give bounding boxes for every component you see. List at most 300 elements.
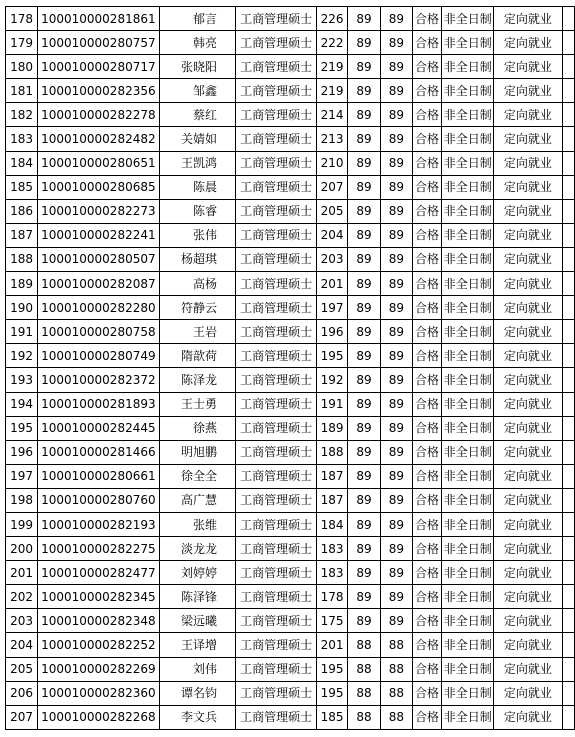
score-line-2-cell: 89 <box>381 79 412 103</box>
candidate-name-cell: 陈泽龙 <box>159 368 235 392</box>
candidate-name-cell: 梁远曦 <box>159 609 235 633</box>
score-line-2-cell: 89 <box>381 488 412 512</box>
candidate-id-cell: 100010000282348 <box>38 609 160 633</box>
result-cell: 合格 <box>412 223 442 247</box>
candidate-id-cell: 100010000280717 <box>38 55 160 79</box>
candidate-name-cell: 张晓阳 <box>159 55 235 79</box>
empty-cell <box>562 416 574 440</box>
candidate-name-cell: 徐全全 <box>159 464 235 488</box>
result-cell: 合格 <box>412 55 442 79</box>
total-score-cell: 189 <box>317 416 348 440</box>
employment-type-cell: 定向就业 <box>494 537 562 561</box>
score-line-2-cell: 89 <box>381 31 412 55</box>
result-cell: 合格 <box>412 440 442 464</box>
study-mode-cell: 非全日制 <box>442 55 494 79</box>
total-score-cell: 201 <box>317 633 348 657</box>
employment-type-cell: 定向就业 <box>494 705 562 729</box>
serial-number-cell: 193 <box>6 368 38 392</box>
candidate-name-cell: 李文兵 <box>159 705 235 729</box>
candidate-name-cell: 张维 <box>159 512 235 536</box>
study-mode-cell: 非全日制 <box>442 561 494 585</box>
result-cell: 合格 <box>412 368 442 392</box>
result-cell: 合格 <box>412 705 442 729</box>
employment-type-cell: 定向就业 <box>494 512 562 536</box>
candidate-id-cell: 100010000282477 <box>38 561 160 585</box>
empty-cell <box>562 79 574 103</box>
employment-type-cell: 定向就业 <box>494 272 562 296</box>
score-line-1-cell: 89 <box>347 488 380 512</box>
serial-number-cell: 189 <box>6 272 38 296</box>
candidate-name-cell: 徐燕 <box>159 416 235 440</box>
result-cell: 合格 <box>412 103 442 127</box>
score-line-2-cell: 89 <box>381 199 412 223</box>
empty-cell <box>562 199 574 223</box>
table-row <box>6 561 575 585</box>
study-mode-cell: 非全日制 <box>442 344 494 368</box>
total-score-cell: 210 <box>317 151 348 175</box>
table-row <box>6 247 575 271</box>
candidate-id-cell: 100010000282087 <box>38 272 160 296</box>
empty-cell <box>562 368 574 392</box>
empty-cell <box>562 657 574 681</box>
major-cell: 工商管理硕士 <box>236 79 317 103</box>
study-mode-cell: 非全日制 <box>442 633 494 657</box>
empty-cell <box>562 31 574 55</box>
study-mode-cell: 非全日制 <box>442 247 494 271</box>
score-line-1-cell: 89 <box>347 512 380 536</box>
score-line-1-cell: 88 <box>347 681 380 705</box>
score-line-2-cell: 89 <box>381 127 412 151</box>
empty-cell <box>562 537 574 561</box>
score-line-1-cell: 89 <box>347 440 380 464</box>
study-mode-cell: 非全日制 <box>442 175 494 199</box>
table-row <box>6 103 575 127</box>
score-line-2-cell: 88 <box>381 705 412 729</box>
major-cell: 工商管理硕士 <box>236 561 317 585</box>
employment-type-cell: 定向就业 <box>494 488 562 512</box>
empty-cell <box>562 7 574 31</box>
total-score-cell: 183 <box>317 537 348 561</box>
score-line-1-cell: 89 <box>347 561 380 585</box>
employment-type-cell: 定向就业 <box>494 223 562 247</box>
score-line-2-cell: 89 <box>381 55 412 79</box>
study-mode-cell: 非全日制 <box>442 31 494 55</box>
score-line-1-cell: 89 <box>347 609 380 633</box>
study-mode-cell: 非全日制 <box>442 368 494 392</box>
employment-type-cell: 定向就业 <box>494 79 562 103</box>
score-line-2-cell: 89 <box>381 151 412 175</box>
study-mode-cell: 非全日制 <box>442 296 494 320</box>
table-row <box>6 609 575 633</box>
table-row <box>6 199 575 223</box>
empty-cell <box>562 488 574 512</box>
candidate-id-cell: 100010000281893 <box>38 392 160 416</box>
table-row <box>6 320 575 344</box>
employment-type-cell: 定向就业 <box>494 151 562 175</box>
table-row <box>6 416 575 440</box>
total-score-cell: 219 <box>317 79 348 103</box>
serial-number-cell: 178 <box>6 7 38 31</box>
employment-type-cell: 定向就业 <box>494 561 562 585</box>
major-cell: 工商管理硕士 <box>236 392 317 416</box>
candidate-name-cell: 韩亮 <box>159 31 235 55</box>
empty-cell <box>562 55 574 79</box>
score-line-1-cell: 89 <box>347 272 380 296</box>
result-cell: 合格 <box>412 320 442 344</box>
serial-number-cell: 180 <box>6 55 38 79</box>
candidate-id-cell: 100010000280661 <box>38 464 160 488</box>
study-mode-cell: 非全日制 <box>442 199 494 223</box>
result-cell: 合格 <box>412 79 442 103</box>
result-cell: 合格 <box>412 296 442 320</box>
score-line-1-cell: 89 <box>347 127 380 151</box>
score-line-1-cell: 89 <box>347 392 380 416</box>
result-cell: 合格 <box>412 272 442 296</box>
study-mode-cell: 非全日制 <box>442 657 494 681</box>
major-cell: 工商管理硕士 <box>236 440 317 464</box>
employment-type-cell: 定向就业 <box>494 7 562 31</box>
total-score-cell: 207 <box>317 175 348 199</box>
study-mode-cell: 非全日制 <box>442 272 494 296</box>
candidate-name-cell: 淡龙龙 <box>159 537 235 561</box>
study-mode-cell: 非全日制 <box>442 7 494 31</box>
candidate-name-cell: 陈睿 <box>159 199 235 223</box>
result-cell: 合格 <box>412 488 442 512</box>
total-score-cell: 195 <box>317 657 348 681</box>
study-mode-cell: 非全日制 <box>442 440 494 464</box>
score-line-2-cell: 89 <box>381 416 412 440</box>
major-cell: 工商管理硕士 <box>236 488 317 512</box>
result-cell: 合格 <box>412 609 442 633</box>
candidate-id-cell: 100010000280757 <box>38 31 160 55</box>
candidate-name-cell: 符静云 <box>159 296 235 320</box>
candidate-id-cell: 100010000282269 <box>38 657 160 681</box>
result-cell: 合格 <box>412 151 442 175</box>
candidate-id-cell: 100010000280760 <box>38 488 160 512</box>
employment-type-cell: 定向就业 <box>494 368 562 392</box>
score-line-1-cell: 89 <box>347 368 380 392</box>
score-line-1-cell: 89 <box>347 320 380 344</box>
candidate-id-cell: 100010000280749 <box>38 344 160 368</box>
candidate-id-cell: 100010000280507 <box>38 247 160 271</box>
table-row <box>6 55 575 79</box>
score-line-1-cell: 88 <box>347 705 380 729</box>
study-mode-cell: 非全日制 <box>442 512 494 536</box>
total-score-cell: 222 <box>317 31 348 55</box>
study-mode-cell: 非全日制 <box>442 585 494 609</box>
empty-cell <box>562 151 574 175</box>
score-line-1-cell: 89 <box>347 103 380 127</box>
study-mode-cell: 非全日制 <box>442 151 494 175</box>
table-row <box>6 344 575 368</box>
major-cell: 工商管理硕士 <box>236 512 317 536</box>
employment-type-cell: 定向就业 <box>494 296 562 320</box>
candidate-id-cell: 100010000282372 <box>38 368 160 392</box>
result-cell: 合格 <box>412 512 442 536</box>
serial-number-cell: 182 <box>6 103 38 127</box>
table-row <box>6 512 575 536</box>
score-line-2-cell: 89 <box>381 537 412 561</box>
employment-type-cell: 定向就业 <box>494 657 562 681</box>
major-cell: 工商管理硕士 <box>236 151 317 175</box>
candidate-id-cell: 100010000282360 <box>38 681 160 705</box>
empty-cell <box>562 103 574 127</box>
score-line-2-cell: 89 <box>381 320 412 344</box>
candidate-id-cell: 100010000282280 <box>38 296 160 320</box>
table-row <box>6 151 575 175</box>
study-mode-cell: 非全日制 <box>442 320 494 344</box>
candidate-id-cell: 100010000280758 <box>38 320 160 344</box>
table-body <box>6 7 575 730</box>
study-mode-cell: 非全日制 <box>442 705 494 729</box>
result-cell: 合格 <box>412 392 442 416</box>
table-row <box>6 585 575 609</box>
serial-number-cell: 198 <box>6 488 38 512</box>
major-cell: 工商管理硕士 <box>236 247 317 271</box>
study-mode-cell: 非全日制 <box>442 464 494 488</box>
employment-type-cell: 定向就业 <box>494 633 562 657</box>
total-score-cell: 219 <box>317 55 348 79</box>
empty-cell <box>562 681 574 705</box>
result-cell: 合格 <box>412 7 442 31</box>
major-cell: 工商管理硕士 <box>236 320 317 344</box>
candidate-name-cell: 杨超琪 <box>159 247 235 271</box>
table-row <box>6 296 575 320</box>
candidate-id-cell: 100010000282278 <box>38 103 160 127</box>
result-cell: 合格 <box>412 127 442 151</box>
major-cell: 工商管理硕士 <box>236 464 317 488</box>
major-cell: 工商管理硕士 <box>236 416 317 440</box>
score-line-1-cell: 89 <box>347 31 380 55</box>
candidate-name-cell: 王岩 <box>159 320 235 344</box>
major-cell: 工商管理硕士 <box>236 585 317 609</box>
serial-number-cell: 200 <box>6 537 38 561</box>
total-score-cell: 196 <box>317 320 348 344</box>
major-cell: 工商管理硕士 <box>236 127 317 151</box>
study-mode-cell: 非全日制 <box>442 127 494 151</box>
candidate-id-cell: 100010000280685 <box>38 175 160 199</box>
major-cell: 工商管理硕士 <box>236 633 317 657</box>
candidate-name-cell: 陈晨 <box>159 175 235 199</box>
major-cell: 工商管理硕士 <box>236 368 317 392</box>
candidate-id-cell: 100010000282345 <box>38 585 160 609</box>
empty-cell <box>562 585 574 609</box>
candidate-name-cell: 高杨 <box>159 272 235 296</box>
employment-type-cell: 定向就业 <box>494 585 562 609</box>
employment-type-cell: 定向就业 <box>494 440 562 464</box>
candidate-name-cell: 高广慧 <box>159 488 235 512</box>
score-line-2-cell: 89 <box>381 585 412 609</box>
serial-number-cell: 197 <box>6 464 38 488</box>
total-score-cell: 213 <box>317 127 348 151</box>
table-row <box>6 223 575 247</box>
candidate-id-cell: 100010000282445 <box>38 416 160 440</box>
candidate-name-cell: 王译增 <box>159 633 235 657</box>
study-mode-cell: 非全日制 <box>442 392 494 416</box>
total-score-cell: 187 <box>317 488 348 512</box>
total-score-cell: 192 <box>317 368 348 392</box>
table-row <box>6 681 575 705</box>
serial-number-cell: 179 <box>6 31 38 55</box>
empty-cell <box>562 175 574 199</box>
candidate-name-cell: 隋歆荷 <box>159 344 235 368</box>
table-row <box>6 537 575 561</box>
study-mode-cell: 非全日制 <box>442 537 494 561</box>
major-cell: 工商管理硕士 <box>236 537 317 561</box>
serial-number-cell: 204 <box>6 633 38 657</box>
total-score-cell: 226 <box>317 7 348 31</box>
candidate-name-cell: 明旭鹏 <box>159 440 235 464</box>
candidate-name-cell: 张伟 <box>159 223 235 247</box>
score-line-1-cell: 89 <box>347 537 380 561</box>
table-row <box>6 368 575 392</box>
candidate-id-cell: 100010000282275 <box>38 537 160 561</box>
serial-number-cell: 184 <box>6 151 38 175</box>
total-score-cell: 195 <box>317 681 348 705</box>
result-cell: 合格 <box>412 657 442 681</box>
employment-type-cell: 定向就业 <box>494 416 562 440</box>
table-row <box>6 175 575 199</box>
table-row <box>6 79 575 103</box>
candidate-name-cell: 陈泽锋 <box>159 585 235 609</box>
table-row <box>6 272 575 296</box>
total-score-cell: 178 <box>317 585 348 609</box>
serial-number-cell: 199 <box>6 512 38 536</box>
study-mode-cell: 非全日制 <box>442 103 494 127</box>
major-cell: 工商管理硕士 <box>236 272 317 296</box>
total-score-cell: 197 <box>317 296 348 320</box>
candidate-name-cell: 王士勇 <box>159 392 235 416</box>
candidate-id-cell: 100010000282356 <box>38 79 160 103</box>
major-cell: 工商管理硕士 <box>236 199 317 223</box>
serial-number-cell: 191 <box>6 320 38 344</box>
empty-cell <box>562 561 574 585</box>
table-row <box>6 633 575 657</box>
total-score-cell: 184 <box>317 512 348 536</box>
serial-number-cell: 190 <box>6 296 38 320</box>
total-score-cell: 175 <box>317 609 348 633</box>
major-cell: 工商管理硕士 <box>236 7 317 31</box>
employment-type-cell: 定向就业 <box>494 55 562 79</box>
candidate-id-cell: 100010000282252 <box>38 633 160 657</box>
candidate-name-cell: 刘婷婷 <box>159 561 235 585</box>
candidate-name-cell: 谭名钧 <box>159 681 235 705</box>
empty-cell <box>562 464 574 488</box>
serial-number-cell: 207 <box>6 705 38 729</box>
candidate-id-cell: 100010000282241 <box>38 223 160 247</box>
empty-cell <box>562 223 574 247</box>
serial-number-cell: 183 <box>6 127 38 151</box>
candidate-id-cell: 100010000282482 <box>38 127 160 151</box>
major-cell: 工商管理硕士 <box>236 705 317 729</box>
score-line-2-cell: 89 <box>381 175 412 199</box>
score-line-2-cell: 89 <box>381 464 412 488</box>
result-cell: 合格 <box>412 633 442 657</box>
candidate-id-cell: 100010000280651 <box>38 151 160 175</box>
result-cell: 合格 <box>412 199 442 223</box>
table-row <box>6 657 575 681</box>
score-line-2-cell: 89 <box>381 440 412 464</box>
table-row <box>6 705 575 729</box>
study-mode-cell: 非全日制 <box>442 79 494 103</box>
total-score-cell: 204 <box>317 223 348 247</box>
score-line-2-cell: 89 <box>381 368 412 392</box>
table-row <box>6 7 575 31</box>
study-mode-cell: 非全日制 <box>442 609 494 633</box>
employment-type-cell: 定向就业 <box>494 247 562 271</box>
empty-cell <box>562 296 574 320</box>
total-score-cell: 185 <box>317 705 348 729</box>
empty-cell <box>562 633 574 657</box>
score-line-1-cell: 89 <box>347 199 380 223</box>
result-cell: 合格 <box>412 416 442 440</box>
score-line-1-cell: 88 <box>347 657 380 681</box>
score-line-2-cell: 89 <box>381 103 412 127</box>
score-line-2-cell: 89 <box>381 7 412 31</box>
score-line-2-cell: 89 <box>381 296 412 320</box>
score-line-1-cell: 89 <box>347 585 380 609</box>
score-line-1-cell: 89 <box>347 151 380 175</box>
serial-number-cell: 195 <box>6 416 38 440</box>
total-score-cell: 191 <box>317 392 348 416</box>
major-cell: 工商管理硕士 <box>236 103 317 127</box>
score-line-1-cell: 89 <box>347 223 380 247</box>
serial-number-cell: 185 <box>6 175 38 199</box>
candidate-name-cell: 郁言 <box>159 7 235 31</box>
score-line-2-cell: 88 <box>381 657 412 681</box>
result-cell: 合格 <box>412 175 442 199</box>
total-score-cell: 214 <box>317 103 348 127</box>
table-row <box>6 392 575 416</box>
score-line-2-cell: 89 <box>381 609 412 633</box>
study-mode-cell: 非全日制 <box>442 416 494 440</box>
employment-type-cell: 定向就业 <box>494 127 562 151</box>
total-score-cell: 188 <box>317 440 348 464</box>
serial-number-cell: 181 <box>6 79 38 103</box>
total-score-cell: 187 <box>317 464 348 488</box>
candidate-name-cell: 刘伟 <box>159 657 235 681</box>
table-row <box>6 488 575 512</box>
table-row <box>6 440 575 464</box>
study-mode-cell: 非全日制 <box>442 681 494 705</box>
serial-number-cell: 196 <box>6 440 38 464</box>
empty-cell <box>562 344 574 368</box>
result-cell: 合格 <box>412 561 442 585</box>
employment-type-cell: 定向就业 <box>494 392 562 416</box>
major-cell: 工商管理硕士 <box>236 681 317 705</box>
major-cell: 工商管理硕士 <box>236 344 317 368</box>
score-line-1-cell: 89 <box>347 416 380 440</box>
employment-type-cell: 定向就业 <box>494 175 562 199</box>
result-cell: 合格 <box>412 537 442 561</box>
candidate-id-cell: 100010000282273 <box>38 199 160 223</box>
score-line-2-cell: 89 <box>381 392 412 416</box>
result-cell: 合格 <box>412 585 442 609</box>
serial-number-cell: 187 <box>6 223 38 247</box>
score-line-2-cell: 89 <box>381 223 412 247</box>
candidate-id-cell: 100010000281861 <box>38 7 160 31</box>
candidate-id-cell: 100010000282193 <box>38 512 160 536</box>
employment-type-cell: 定向就业 <box>494 609 562 633</box>
serial-number-cell: 194 <box>6 392 38 416</box>
score-line-2-cell: 88 <box>381 633 412 657</box>
total-score-cell: 203 <box>317 247 348 271</box>
empty-cell <box>562 392 574 416</box>
score-line-1-cell: 89 <box>347 344 380 368</box>
table-row <box>6 31 575 55</box>
major-cell: 工商管理硕士 <box>236 55 317 79</box>
admission-list-table <box>5 6 575 730</box>
